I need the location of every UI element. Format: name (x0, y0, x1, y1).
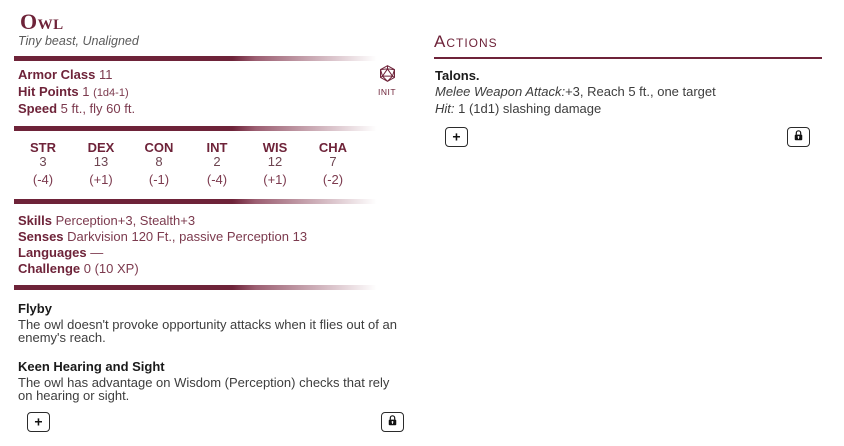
challenge-label: Challenge (18, 260, 81, 276)
d20-icon (379, 69, 396, 86)
skills-value: Perception+3, Stealth+3 (55, 212, 196, 228)
skills-label: Skills (18, 212, 52, 228)
ability-score: 7 (329, 153, 337, 169)
ability-scores (14, 141, 362, 187)
speed-value: 5 ft., fly 60 ft. (60, 101, 136, 116)
ability-score: 2 (213, 153, 221, 169)
hit-detail: 1 (1d1) slashing damage (458, 101, 602, 116)
armor-class-line (18, 67, 404, 84)
ability-score: 13 (93, 153, 109, 169)
actions-panel (434, 0, 822, 147)
hit-points-label: Hit Points (18, 83, 79, 99)
core-stats (18, 67, 404, 118)
ability-name: CON (144, 139, 174, 155)
action-name: Talons. (435, 68, 480, 83)
speed-label: Speed (18, 101, 58, 116)
plus-icon: + (34, 413, 43, 429)
ability-wis (246, 141, 304, 187)
ability-cha (304, 141, 362, 187)
senses-line (18, 229, 404, 245)
ability-name: STR (30, 139, 56, 155)
hit-points-formula: (1d4-1) (93, 86, 129, 99)
ability-score: 3 (39, 153, 47, 169)
ability-mod: (-1) (148, 171, 170, 187)
add-trait-button[interactable] (27, 412, 50, 432)
action-hit-line (435, 100, 822, 117)
ability-score: 8 (155, 153, 163, 169)
attack-type: Melee Weapon Attack: (435, 84, 566, 99)
senses-value: Darkvision 120 Ft., passive Perception 13 (67, 228, 308, 244)
divider (14, 285, 404, 290)
actions-toolbar (434, 127, 822, 147)
actions-header: Actions (434, 32, 822, 59)
plus-icon: + (452, 128, 461, 145)
senses-label: Senses (18, 228, 64, 244)
challenge-value: 0 (10 XP) (83, 260, 139, 276)
trait-name: Keen Hearing and Sight (18, 358, 165, 374)
add-action-button[interactable] (445, 127, 468, 147)
ability-con (130, 141, 188, 187)
traits-section (18, 301, 404, 403)
divider (14, 126, 404, 131)
hit-points-line (18, 84, 404, 102)
skills-line (18, 213, 404, 229)
hit-label: Hit: (435, 101, 455, 116)
armor-class-label: Armor Class (18, 67, 96, 82)
lock-icon (793, 129, 804, 145)
hit-points-value: 1 (82, 83, 90, 99)
languages-value: — (90, 244, 104, 260)
lock-traits-button[interactable] (381, 412, 404, 432)
attack-detail: +3, Reach 5 ft., one target (565, 84, 716, 99)
challenge-line (18, 261, 404, 277)
ability-score: 12 (267, 153, 283, 169)
speed-line (18, 101, 404, 118)
ability-mod: (+1) (89, 171, 113, 187)
creature-type: Tiny beast, Unaligned (18, 34, 139, 48)
creature-name: Owl (20, 9, 64, 34)
lock-actions-button[interactable] (787, 127, 810, 147)
ability-name: WIS (262, 139, 288, 155)
action-talons (435, 68, 822, 117)
detail-lines (18, 213, 404, 277)
ability-int (188, 141, 246, 187)
trait-flyby (18, 301, 404, 345)
lock-icon (387, 414, 398, 430)
ability-str (14, 141, 72, 187)
trait-name: Flyby (18, 300, 52, 316)
trait-text: The owl doesn't provoke opportunity attacks when it flies out of an enemy's reach. (18, 316, 397, 345)
ability-mod: (+1) (263, 171, 287, 187)
ability-mod: (-4) (32, 171, 54, 187)
ability-name: CHA (318, 139, 348, 155)
ability-mod: (-2) (322, 171, 344, 187)
ability-mod: (-4) (206, 171, 228, 187)
action-attack-line (435, 83, 822, 100)
init-label: INIT (377, 87, 397, 97)
ability-name: INT (206, 139, 228, 155)
init-roll-button[interactable] (372, 65, 402, 97)
languages-label: Languages (18, 244, 87, 260)
divider (14, 56, 404, 61)
ability-name: DEX (87, 139, 115, 155)
trait-keen-hearing-and-sight (18, 359, 404, 403)
armor-class-value: 11 (98, 67, 113, 82)
languages-line (18, 245, 404, 261)
creature-panel (14, 0, 404, 432)
traits-toolbar (14, 412, 404, 432)
divider (14, 199, 404, 204)
ability-dex (72, 141, 130, 187)
trait-text: The owl has advantage on Wisdom (Perception) checks that rely on hearing or sight. (18, 374, 390, 403)
